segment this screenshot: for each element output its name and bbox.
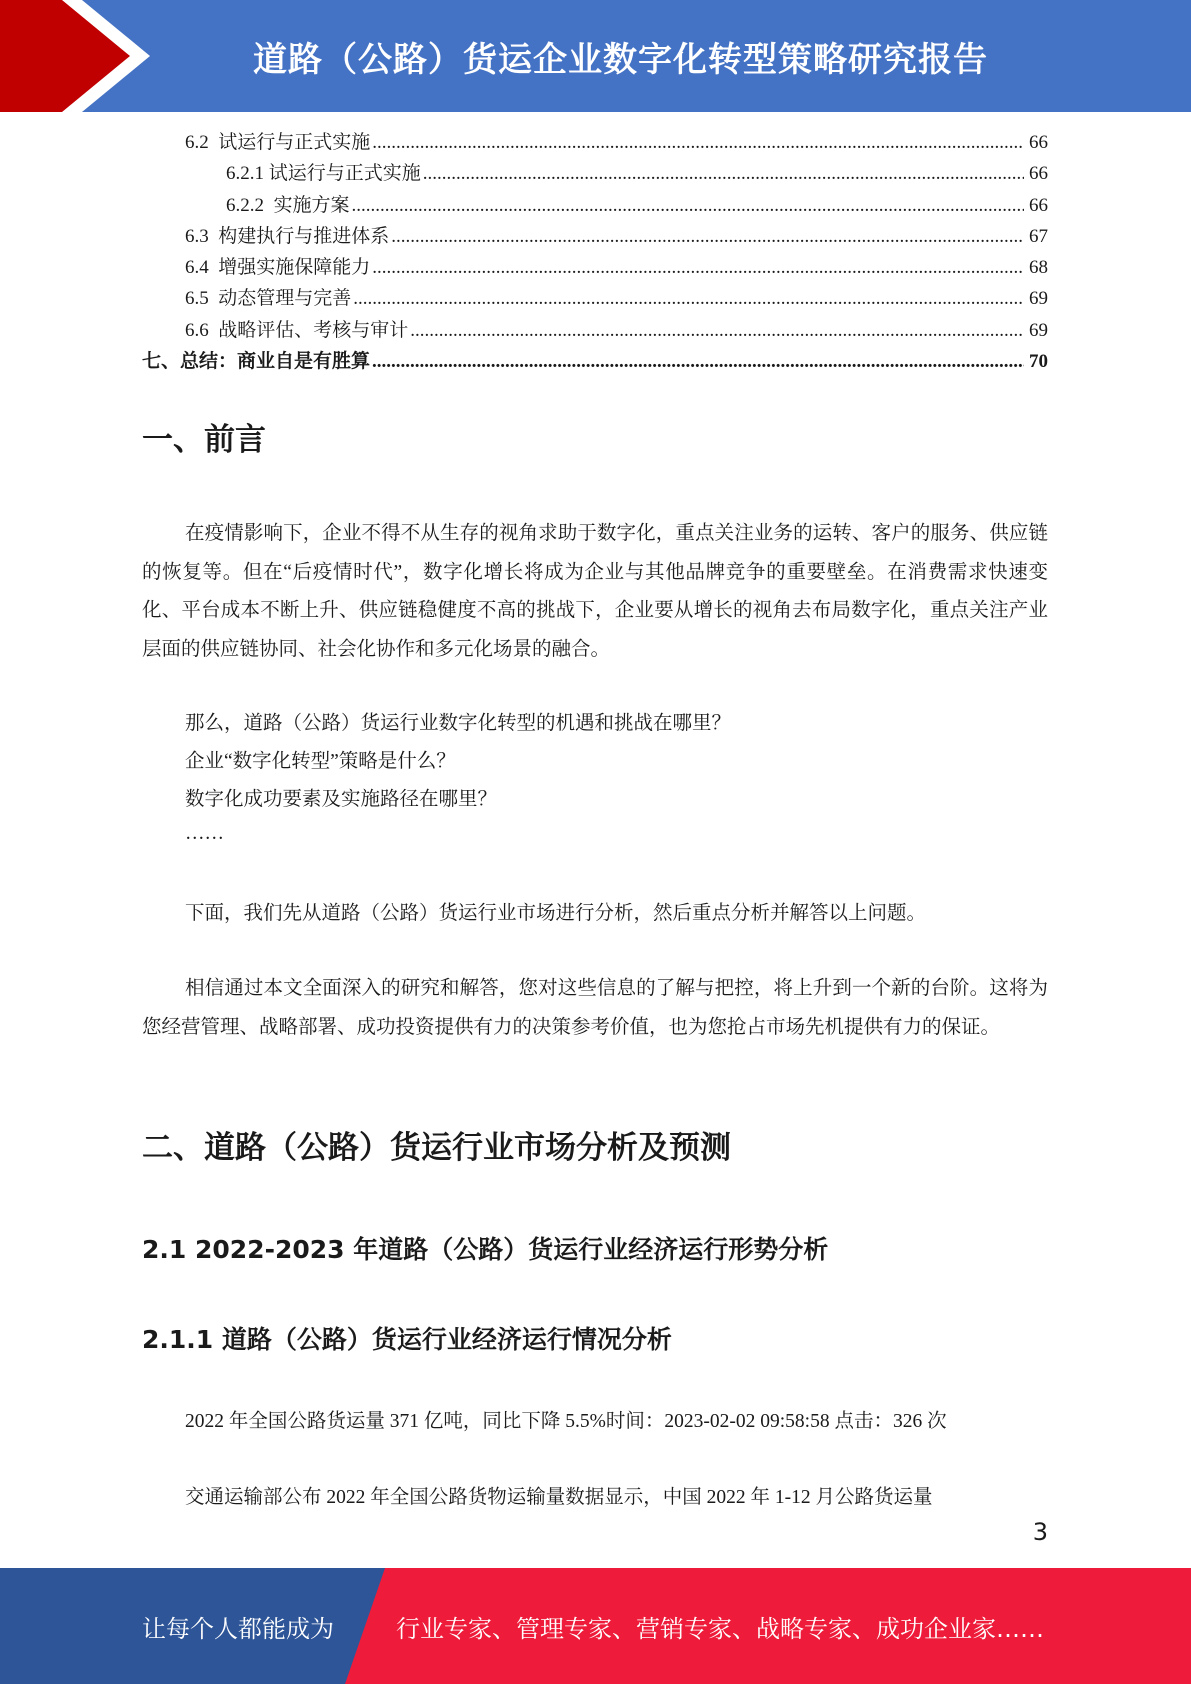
toc-entry-page: 66	[1029, 194, 1048, 216]
toc-entry-title: 6.2.1 试运行与正式实施	[226, 163, 421, 185]
toc-entry-page: 70	[1029, 351, 1048, 373]
toc-entry[interactable]	[142, 221, 1048, 252]
toc-entry-title: 6.6 战略评估、考核与审计	[185, 319, 409, 341]
toc-entry-title: 七、总结：商业自是有胜算	[142, 351, 371, 373]
toc-entry-page: 69	[1029, 288, 1048, 310]
toc-entry[interactable]	[142, 158, 1048, 189]
toc-entry-page: 66	[1029, 132, 1048, 153]
header-bar	[0, 0, 1191, 112]
toc-entry-title: 6.3 构建执行与推进体系	[185, 225, 390, 247]
toc-leader-dots	[353, 283, 1024, 314]
toc-entry-title: 6.4 增强实施保障能力	[185, 257, 371, 279]
report-title: 道路（公路）货运企业数字化转型策略研究报告	[253, 39, 988, 80]
toc-entry[interactable]	[142, 127, 1048, 158]
question-line: 企业“数字化转型”策略是什么？	[185, 751, 456, 772]
question-line: 那么，道路（公路）货运行业数字化转型的机遇和挑战在哪里？	[185, 713, 732, 734]
section-heading-preface: 一、前言	[142, 422, 266, 458]
toc-leader-dots	[372, 127, 1024, 158]
toc-leader-dots	[410, 315, 1024, 346]
footer-slogan-right: 行业专家、管理专家、营销专家、战略专家、成功企业家……	[396, 1614, 1044, 1643]
toc-entry-page: 66	[1029, 163, 1048, 185]
toc-entry[interactable]	[142, 315, 1048, 346]
toc-leader-dots	[372, 252, 1024, 283]
toc-entry[interactable]	[142, 346, 1048, 377]
toc-entry-title: 6.5 动态管理与完善	[185, 288, 352, 310]
preface-paragraph: 在疫情影响下，企业不得不从生存的视角求助于数字化，重点关注业务的运转、客户的服务、供应链的恢复等。但在“后疫情时代”，数字化增长将成为企业与其他品牌竞争的重要壁垒。在消费需求快速变化、平台成本不断上升、供应链稳健度不高的挑战下，企业要从增长的视角去布局数字化，重点关注产业层面的供应链协同、社会化协作和多元化场景的融合。	[142, 523, 1048, 660]
toc-entry-page: 68	[1029, 257, 1048, 279]
toc-entry-page: 69	[1029, 319, 1048, 341]
conclusion-paragraph: 相信通过本文全面深入的研究和解答，您对这些信息的了解与把控，将上升到一个新的台阶。这将为您经营管理、战略部署、成功投资提供有力的决策参考价值，也为您抢占市场先机提供有力的保证。	[142, 978, 1048, 1038]
toc-entry[interactable]	[142, 283, 1048, 314]
section-heading-market: 二、道路（公路）货运行业市场分析及预测	[142, 1130, 731, 1166]
toc-leader-dots	[391, 221, 1024, 252]
subsection-heading: 2.1 2022-2023 年道路（公路）货运行业经济运行形势分析	[142, 1235, 829, 1264]
ellipsis-line: ……	[185, 823, 224, 844]
toc-entry-title: 6.2 试运行与正式实施	[185, 132, 371, 153]
toc-entry-page: 67	[1029, 225, 1048, 247]
toc-leader-dots	[423, 158, 1024, 189]
page-number: 3	[1032, 1518, 1048, 1546]
subsubsection-heading: 2.1.1 道路（公路）货运行业经济运行情况分析	[142, 1325, 672, 1354]
footer-slogan-left: 让每个人都能成为	[142, 1614, 334, 1643]
toc-leader-dots	[352, 190, 1024, 221]
toc-entry[interactable]	[142, 252, 1048, 283]
footer-bar	[0, 1568, 1191, 1684]
toc-leader-dots	[372, 346, 1024, 377]
body-line: 交通运输部公布 2022 年全国公路货物运输量数据显示，中国 2022 年 1-12 月公路货运量	[185, 1487, 933, 1508]
toc-entry[interactable]	[142, 190, 1048, 221]
news-line: 2022 年全国公路货运量 371 亿吨，同比下降 5.5%时间：2023-02-02 09:58:58 点击：326 次	[185, 1411, 947, 1432]
question-line: 数字化成功要素及实施路径在哪里？	[185, 789, 498, 810]
table-of-contents	[142, 127, 1048, 377]
intro-paragraph: 下面，我们先从道路（公路）货运行业市场进行分析，然后重点分析并解答以上问题。	[185, 903, 927, 924]
toc-entry-title: 6.2.2 实施方案	[226, 194, 350, 216]
